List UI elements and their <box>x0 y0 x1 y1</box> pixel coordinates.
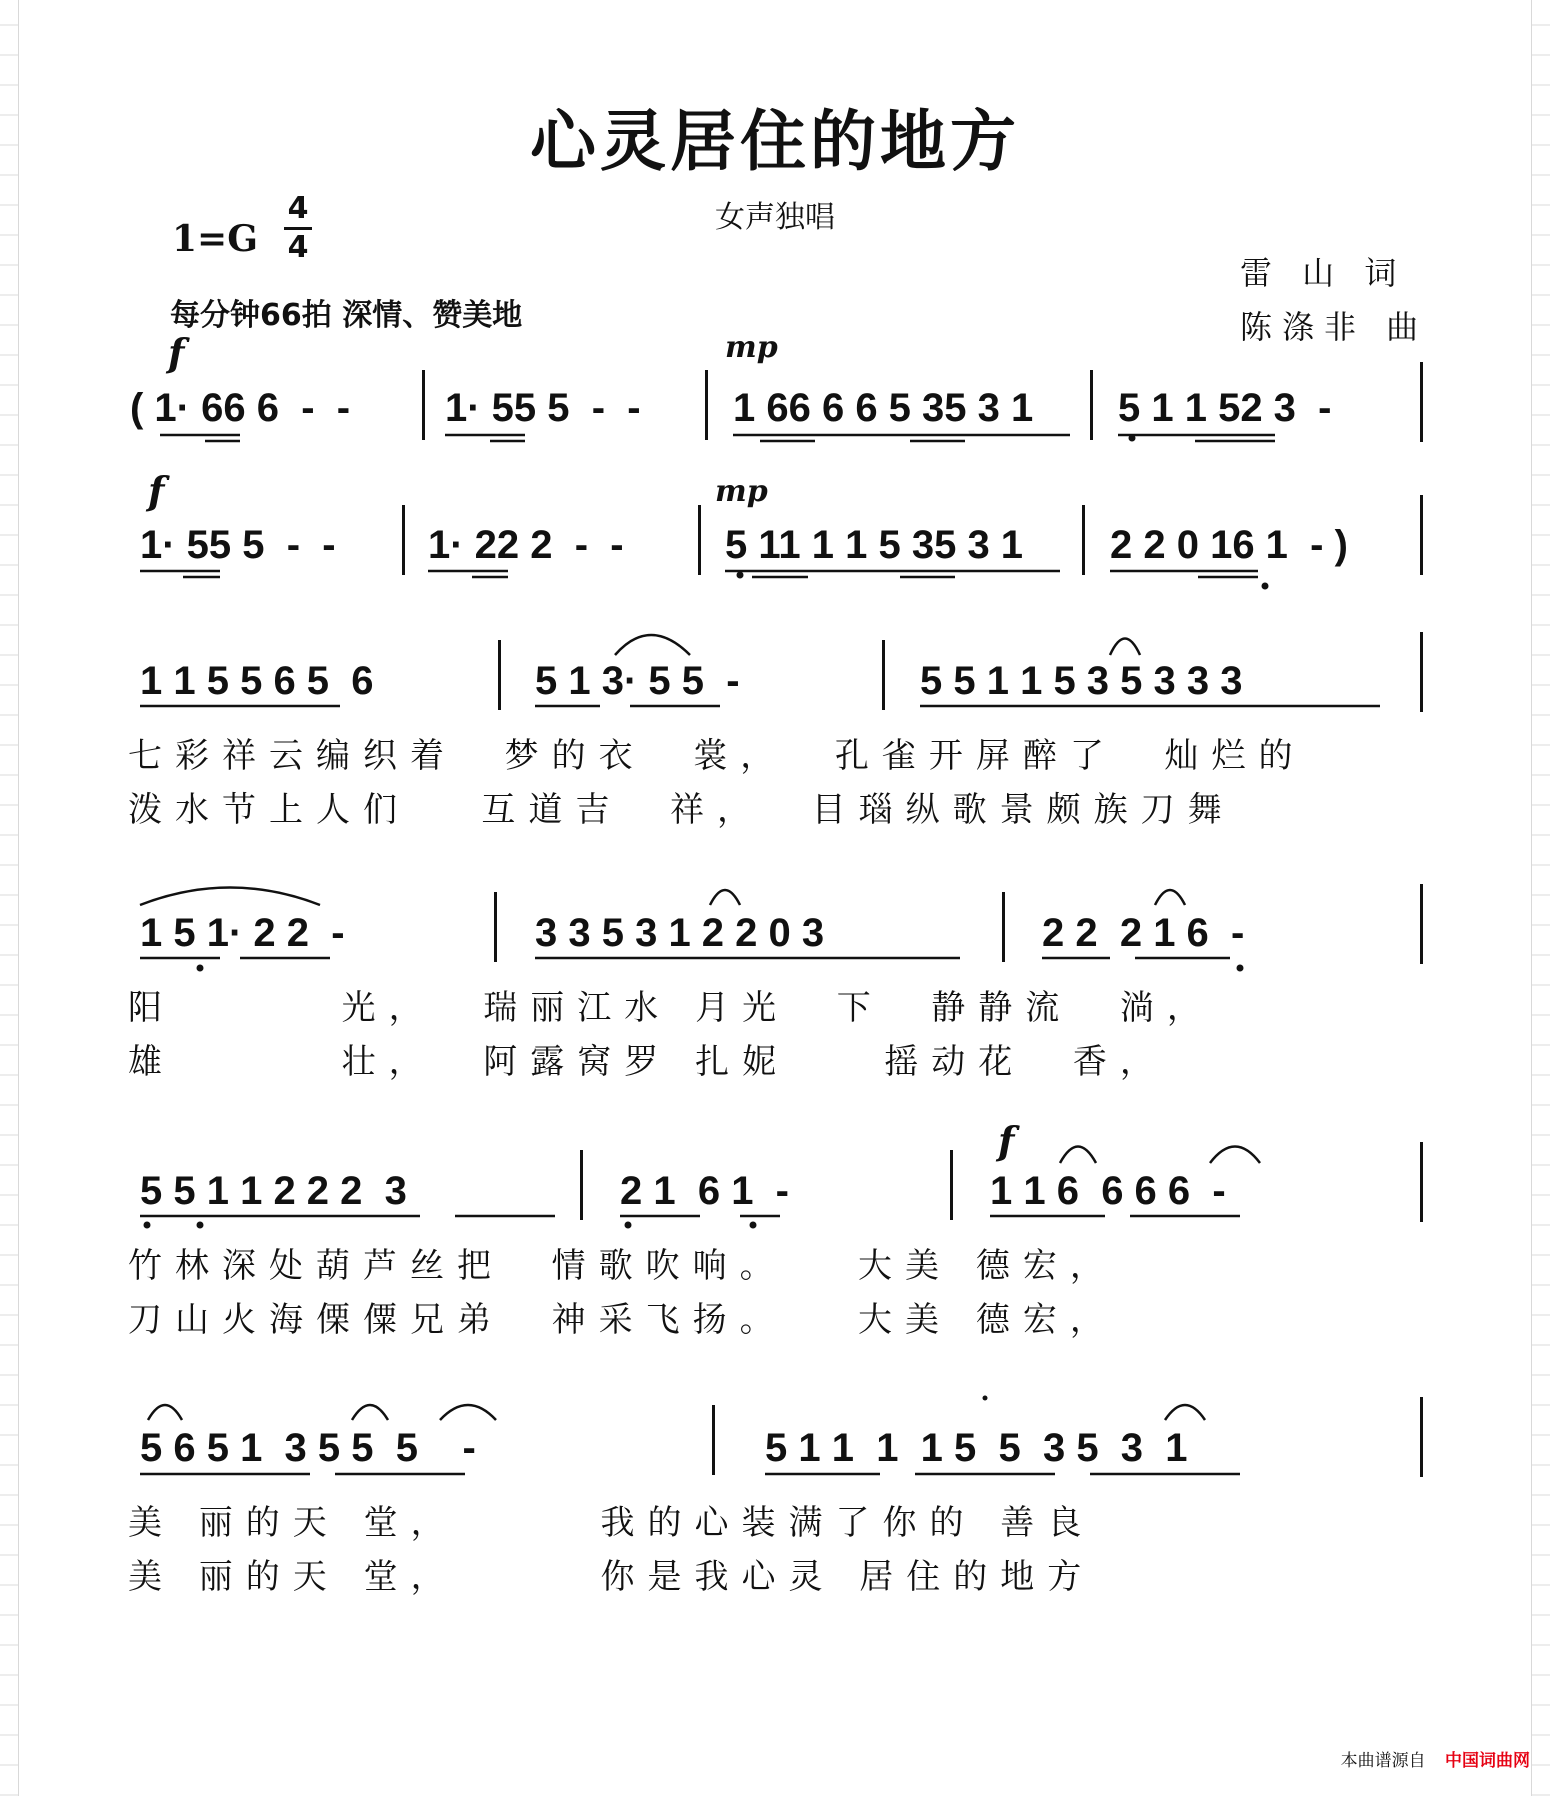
time-signature-bottom: 4 <box>287 230 309 265</box>
dynamic-marking: f <box>998 1118 1015 1163</box>
lyrics-verse-1: 竹林深处葫芦丝把 情歌吹响。 大美 德宏， <box>128 1246 1117 1286</box>
lyricist-credit: 雷 山 词 <box>1240 254 1407 292</box>
source-footer <box>1341 1746 1530 1771</box>
time-signature-top: 4 <box>287 191 309 226</box>
beam-underlines <box>140 435 1380 1474</box>
notation-measure: 1 66 6 6 5 35 3 1 <box>733 386 1034 430</box>
dynamic-marking: mp <box>715 474 768 509</box>
lyrics-verse-1: 美 丽的天 堂， 我的心装满了你的 善良 <box>128 1503 1095 1543</box>
brand-link[interactable]: 中国词曲网 <box>1445 1751 1530 1771</box>
notation-measure: 2 2 2 1 6 - <box>1042 911 1245 955</box>
notation-measure: 1 5 1· 2 2 - <box>140 911 345 955</box>
notation-measure: 5 1 3· 5 5 - <box>535 659 740 703</box>
notation-measure: 1· 55 5 - - <box>445 386 641 430</box>
lyrics-verse-1: 阳 光， 瑞丽江水 月光 下 静静流 淌， <box>128 988 1214 1028</box>
key-signature: 1=G <box>172 218 258 260</box>
notation-measure: 3 3 5 3 1 2 2 0 3 <box>535 911 825 955</box>
lyrics-verse-2: 雄 壮， 阿露窝罗 扎妮 摇动花 香， <box>128 1042 1167 1082</box>
octave-dots <box>144 435 1269 1401</box>
notation-measure: 1· 22 2 - - <box>428 523 624 567</box>
lyrics-verse-2: 刀山火海傈僳兄弟 神采飞扬。 大美 德宏， <box>128 1300 1117 1340</box>
notation-measure: ( 1· 66 6 - - <box>130 386 351 430</box>
notation-measure: 1 1 6 6 6 6 - <box>990 1169 1226 1213</box>
notation-measure: 5 1 1 52 3 - <box>1118 386 1332 430</box>
dynamic-marking: f <box>168 330 185 375</box>
slurs <box>140 635 1260 1420</box>
notation-measure: 5 6 5 1 3 5 5 5 - <box>140 1426 476 1470</box>
notation-measure: 1 1 5 5 6 5 6 <box>140 659 374 703</box>
notation-measure: 2 2 0 16 1 - ) <box>1110 523 1348 567</box>
notation-measure: 5 5 1 1 5 3 5 3 3 3 <box>920 659 1243 703</box>
notation-measure: 2 1 6 1 - <box>620 1169 789 1213</box>
composer-credit: 陈涤非 曲 <box>1240 308 1429 346</box>
dynamic-marking: f <box>148 468 165 513</box>
notation-measure: 5 1 1 1 1 5 5 3 5 3 1 <box>765 1426 1188 1470</box>
notation-measure: 5 5 1 1 2 2 2 3 <box>140 1169 407 1213</box>
song-title: 心灵居住的地方 <box>530 102 1020 180</box>
notation-measure: 5 11 1 1 5 35 3 1 <box>725 523 1024 567</box>
song-subtitle: 女声独唱 <box>715 200 835 235</box>
lyrics-verse-1: 七彩祥云编织着 梦的衣 裳， 孔雀开屏醉了 灿烂的 <box>128 736 1306 776</box>
notation-measure: 1· 55 5 - - <box>140 523 336 567</box>
tempo-marking: 每分钟66拍 深情、赞美地 <box>170 298 523 333</box>
lyrics-verse-2: 泼水节上人们 互道吉 祥， 目瑙纵歌景颇族刀舞 <box>128 790 1235 830</box>
lyrics-verse-2: 美 丽的天 堂， 你是我心灵 居住的地方 <box>128 1557 1095 1597</box>
dynamic-marking: mp <box>725 330 778 365</box>
source-label: 本曲谱源自 <box>1340 1751 1426 1771</box>
